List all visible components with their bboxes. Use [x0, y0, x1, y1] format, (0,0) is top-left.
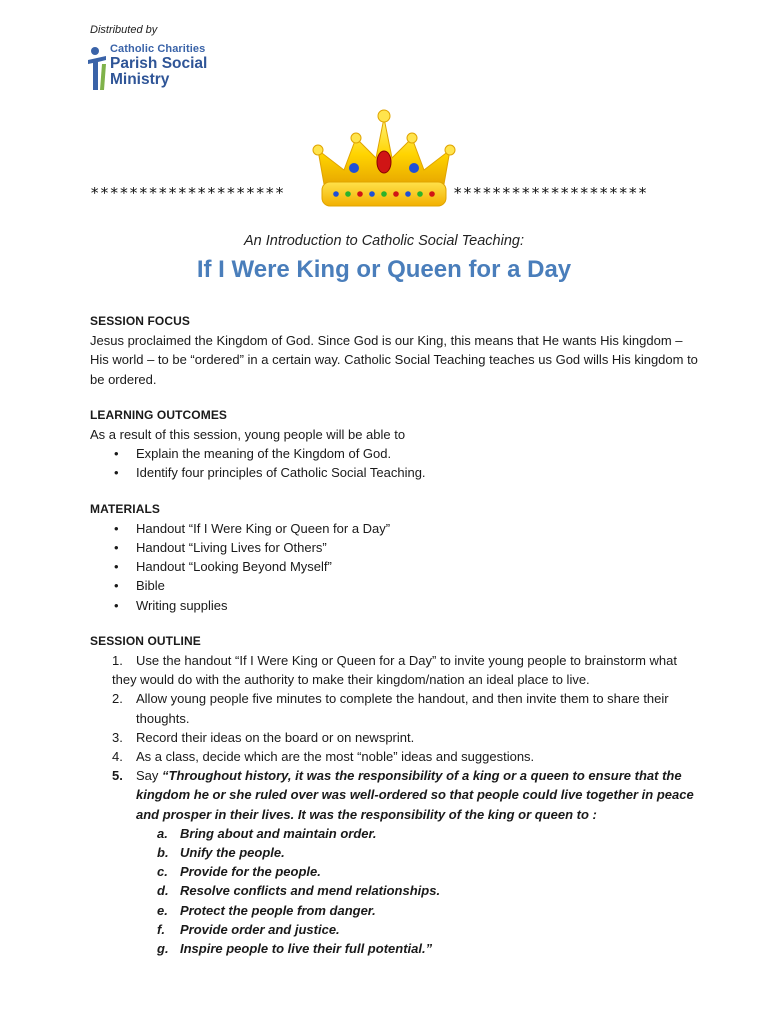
list-item: g. Inspire people to live their full potential.” [157, 941, 433, 957]
logo-line-2: Parish Social [110, 54, 208, 72]
list-item: b. Unify the people. [157, 845, 285, 861]
bullet-icon: • [114, 540, 119, 556]
learning-outcomes-list [90, 444, 700, 482]
list-item: • Identify four principles of Catholic Social Teaching. [90, 463, 700, 482]
distributed-by-label: Distributed by [90, 24, 158, 36]
bullet-icon: • [114, 597, 119, 613]
bullet-icon: • [114, 465, 119, 481]
outline-step-5: 5. Say “Throughout history, it was the responsibility of a king or a queen to ensure that the kingdom he or she ruled over was well-ordered so that people could live together in peace and prosper in their lives. It was the responsibility of the king or queen to : [112, 768, 694, 822]
learning-outcomes-heading: LEARNING OUTCOMES [90, 407, 228, 422]
outline-step-2: 2. Allow young people five minutes to complete the handout, and then invite them to share their thoughts. [112, 691, 669, 726]
list-item: a. Bring about and maintain order. [157, 825, 377, 841]
page-title: If I Were King or Queen for a Day [196, 256, 572, 283]
list-item: • Handout “Looking Beyond Myself” [90, 557, 700, 576]
session-outline-list [90, 689, 700, 823]
logo-line-1: Catholic Charities [110, 43, 206, 55]
person-cross-icon [86, 46, 108, 92]
outline-step-1: 1. Use the handout “If I Were King or Queen for a Day” to invite young people to brainstorm what they would do with the authority to make their kingdom/nation an ideal place to live. [112, 653, 677, 688]
session-focus-text: Jesus proclaimed the Kingdom of God. Since God is our King, this means that He wants His kingdom – His world – to be “ordered” in a certain way. Catholic Social Teaching teaches us God wills His kingdom to be ordered. [90, 333, 698, 387]
session-outline-heading: SESSION OUTLINE [90, 633, 201, 648]
catholic-charities-logo [86, 44, 246, 96]
list-item: • Handout “If I Were King or Queen for a Day” [90, 519, 700, 538]
logo-line-3: Ministry [110, 70, 170, 88]
session-focus-heading: SESSION FOCUS [90, 314, 190, 328]
learning-outcomes-intro: As a result of this session, young people will be able to [90, 427, 406, 443]
list-item: • Handout “Living Lives for Others” [90, 538, 700, 557]
bullet-icon: • [114, 446, 119, 462]
list-item: • Bible [90, 576, 700, 595]
materials-list [90, 519, 700, 615]
stars-divider-right: ******************** [453, 184, 648, 202]
bullet-icon: • [114, 578, 119, 594]
list-item: d. Resolve conflicts and mend relationships. [157, 883, 441, 899]
crown-icon [312, 106, 456, 210]
list-item: f. Provide order and justice. [157, 921, 340, 937]
bullet-icon: • [114, 520, 119, 536]
document-body [90, 312, 700, 958]
list-item: c. Provide for the people. [157, 864, 321, 880]
responsibilities-list [90, 824, 700, 958]
bullet-icon: • [114, 559, 119, 575]
outline-step-4: 4. As a class, decide which are the most “noble” ideas and suggestions. [112, 749, 535, 765]
materials-heading: MATERIALS [90, 501, 161, 516]
outline-step-3: 3. Record their ideas on the board or on newsprint. [112, 729, 415, 745]
stars-divider-left: ******************** [90, 184, 285, 202]
list-item: • Explain the meaning of the Kingdom of God. [90, 444, 700, 463]
intro-subtitle: An Introduction to Catholic Social Teaching: [244, 233, 524, 249]
list-item: • Writing supplies [90, 596, 700, 615]
list-item: e. Protect the people from danger. [157, 902, 376, 918]
